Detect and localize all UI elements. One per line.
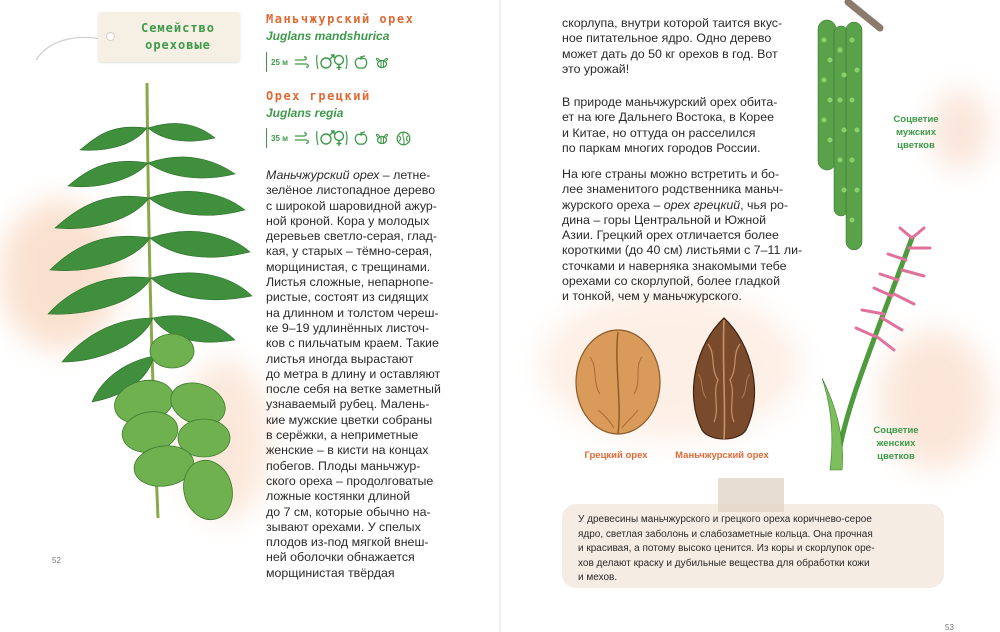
male-female-icon bbox=[316, 129, 348, 147]
species-name-manchurian: Маньчжурский орех bbox=[266, 12, 415, 26]
wind-icon bbox=[294, 131, 310, 145]
height-icon: 35 м bbox=[266, 128, 288, 148]
right-paragraph-1: скорлупа, внутри которой таится вкус- ное питательное ядро. Одно дерево может дать до 50 кг орехов в год. Вот это урожай! bbox=[562, 16, 783, 76]
walnut-illustration bbox=[570, 322, 666, 440]
caption-manchurian-nut: Маньчжурский орех bbox=[675, 450, 769, 461]
book-gutter bbox=[499, 0, 501, 632]
wind-icon bbox=[294, 55, 310, 69]
italic-lead: Маньчжурский орех bbox=[266, 168, 380, 182]
species-icons-walnut bbox=[266, 126, 411, 150]
manchurian-nut-illustration bbox=[682, 314, 766, 446]
bee-icon bbox=[374, 131, 390, 145]
male-female-icon bbox=[316, 53, 348, 71]
family-tag bbox=[98, 12, 240, 62]
left-body-text bbox=[266, 168, 466, 581]
fruit-icon bbox=[354, 55, 368, 70]
family-title: Семейство ореховые bbox=[140, 21, 216, 52]
latin-name-manchurian: Juglans mandshurica bbox=[266, 29, 390, 43]
info-box-text: У древесины маньчжурского и грецкого ореха коричнево-серое ядро, светлая заболонь и слабозаметные кольца. Она прочная и красивая, а потому высоко ценится. Из коры и скорлупок оре- хов делают краску и дубильные вещества для обработки кожи и мехов. bbox=[578, 514, 875, 583]
fruit-icon bbox=[354, 131, 368, 146]
species-name-walnut: Орех грецкий bbox=[266, 89, 371, 103]
paragraph-3-part-b: , чья ро- дина – горы Центральной и Южной Азии. Грецкий орех отличается более короткими (до 40 см) листьями с 7–11 ли- сточками и наверняка знакомыми тебе орехами со скорлупой, более гладкой и тонкой, чем у маньчжурского. bbox=[562, 197, 803, 304]
species-icons-manchurian bbox=[266, 50, 390, 74]
paragraph-3-italic: орех грецкий bbox=[663, 197, 741, 212]
left-body-paragraph: – летне- зелёное листопадное дерево с широкой шаровидной ажур- ной кроной. Кора у молодых деревьев светло-серая, глад- кая, у старых – тёмно-серая, морщинистая, с трещинами. Листья сложные, непарнопе- ристые, состоят из сидящих на длинном и толстом череш- ке 9–19 удлинённых листоч- ков с пильчатым краем. Такие листья иногда вырастают до метра в длину и оставляют после себя на ветке заметный узнаваемый рубец. Малень- кие мужские цветки собраны в серёжки, а неприметные женские – в кисти на концах побегов. Плоды маньчжур- ского ореха – продолговатые ложные костянки длиной до 7 см, которые обычно на- зывают орехами. У спелых плодов из-под мягкой внеш- ней оболочки обнажается морщинистая твёрдая bbox=[266, 168, 441, 580]
right-paragraph-3 bbox=[562, 167, 822, 305]
tape-decoration bbox=[718, 478, 784, 512]
caption-walnut: Грецкий орех bbox=[584, 450, 648, 461]
page-number-right: 53 bbox=[945, 623, 954, 632]
manchurian-walnut-leaf-illustration bbox=[40, 78, 260, 528]
nut-icon bbox=[396, 131, 411, 146]
tag-hole bbox=[106, 32, 115, 41]
male-catkin-illustration bbox=[800, 0, 890, 250]
height-icon: 25 м bbox=[266, 52, 288, 72]
caption-male-flowers: Соцветие мужских цветков bbox=[893, 114, 939, 151]
bee-icon bbox=[374, 55, 390, 69]
paragraph-3-part-a: На юге страны можно встретить и бо- лее знаменитого родственника маньч- журского ореха – bbox=[562, 167, 784, 212]
caption-female-flowers: Соцветие женских цветков bbox=[873, 425, 919, 462]
page-number-left: 52 bbox=[52, 556, 61, 565]
right-paragraph-2: В природе маньчжурский орех обита- ет на юге Дальнего Востока, в Корее и Китае, но оттуда он расселился по паркам многих городов России. bbox=[562, 95, 778, 155]
latin-name-walnut: Juglans regia bbox=[266, 106, 344, 120]
